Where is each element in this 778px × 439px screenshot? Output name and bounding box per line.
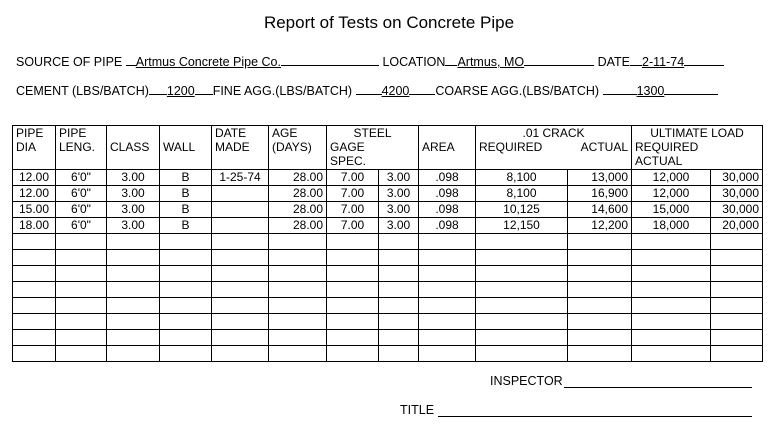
- col-area: AREA: [419, 126, 476, 170]
- col-crack: .01 CRACK REQUIRED ACTUAL: [476, 126, 632, 170]
- table-cell: [632, 282, 711, 298]
- cement-label: CEMENT (LBS/BATCH): [16, 84, 149, 98]
- table-cell: 15,000: [632, 202, 711, 218]
- table-cell: [711, 346, 763, 362]
- table-cell: [568, 234, 632, 250]
- table-cell: [476, 298, 568, 314]
- table-row: [13, 282, 763, 298]
- table-cell: [269, 298, 327, 314]
- table-cell: [327, 330, 379, 346]
- table-cell: [379, 314, 419, 330]
- table-cell: 12,150: [476, 218, 568, 234]
- source-value: Artmus Concrete Pipe Co.: [135, 55, 281, 69]
- coarse-label: COARSE AGG.(LBS/BATCH): [435, 84, 600, 98]
- table-cell: [419, 314, 476, 330]
- table-cell: [379, 298, 419, 314]
- table-cell: [419, 250, 476, 266]
- table-cell: [476, 282, 568, 298]
- table-cell: 3.00: [107, 202, 160, 218]
- table-cell: [269, 346, 327, 362]
- table-cell: [419, 266, 476, 282]
- table-cell: [160, 330, 212, 346]
- table-cell: 3.00: [107, 186, 160, 202]
- table-cell: [379, 234, 419, 250]
- inspector-field[interactable]: [564, 387, 752, 388]
- table-cell: [568, 250, 632, 266]
- table-cell: [327, 266, 379, 282]
- table-cell: [419, 234, 476, 250]
- table-cell: [568, 346, 632, 362]
- table-cell: 6'0": [56, 202, 107, 218]
- table-cell: [632, 234, 711, 250]
- table-cell: 10,125: [476, 202, 568, 218]
- table-cell: 30,000: [711, 170, 763, 186]
- location-label: LOCATION: [382, 55, 446, 69]
- fine-value: 4200: [381, 84, 410, 98]
- table-cell: [212, 186, 269, 202]
- table-cell: [379, 330, 419, 346]
- col-age: AGE (DAYS): [269, 126, 327, 170]
- table-cell: [160, 250, 212, 266]
- table-cell: .098: [419, 218, 476, 234]
- source-label: SOURCE OF PIPE: [16, 55, 123, 69]
- table-cell: [107, 330, 160, 346]
- table-cell: [160, 234, 212, 250]
- table-cell: B: [160, 170, 212, 186]
- table-row: [13, 202, 763, 218]
- table-cell: [568, 330, 632, 346]
- title-field[interactable]: [438, 416, 752, 417]
- table-cell: 8,100: [476, 186, 568, 202]
- table-cell: B: [160, 186, 212, 202]
- table-cell: [711, 282, 763, 298]
- table-cell: [107, 266, 160, 282]
- table-cell: 3.00: [107, 170, 160, 186]
- table-cell: [632, 266, 711, 282]
- table-cell: [419, 346, 476, 362]
- table-cell: [379, 266, 419, 282]
- table-cell: 6'0": [56, 170, 107, 186]
- cement-value: 1200: [166, 84, 195, 98]
- table-cell: .098: [419, 170, 476, 186]
- table-cell: [212, 330, 269, 346]
- table-cell: [632, 346, 711, 362]
- table-cell: [632, 330, 711, 346]
- table-cell: [107, 346, 160, 362]
- table-cell: [632, 298, 711, 314]
- table-cell: [379, 346, 419, 362]
- table-cell: 7.00: [327, 170, 379, 186]
- table-row: [13, 330, 763, 346]
- table-cell: 6'0": [56, 218, 107, 234]
- table-cell: 12.00: [13, 186, 56, 202]
- table-row: [13, 218, 763, 234]
- table-cell: [56, 250, 107, 266]
- table-cell: [160, 346, 212, 362]
- table-cell: 15.00: [13, 202, 56, 218]
- table-cell: .098: [419, 186, 476, 202]
- table-cell: [13, 346, 56, 362]
- table-row: [13, 266, 763, 282]
- source-line: [16, 54, 724, 69]
- table-cell: [56, 314, 107, 330]
- table-cell: 16,900: [568, 186, 632, 202]
- date-value: 2-11-74: [642, 55, 685, 69]
- table-cell: [13, 266, 56, 282]
- table-cell: [56, 330, 107, 346]
- table-row: [13, 170, 763, 186]
- table-cell: [56, 346, 107, 362]
- col-pipe-length: PIPE LENG.: [56, 126, 107, 170]
- table-cell: [269, 282, 327, 298]
- table-cell: [56, 266, 107, 282]
- col-steel: STEEL GAGE SPEC.: [327, 126, 419, 170]
- table-cell: 14,600: [568, 202, 632, 218]
- table-row: [13, 346, 763, 362]
- table-cell: [269, 314, 327, 330]
- table-row: [13, 298, 763, 314]
- inspector-label: INSPECTOR: [490, 374, 563, 388]
- table-cell: 8,100: [476, 170, 568, 186]
- table-cell: [56, 282, 107, 298]
- table-cell: 6'0": [56, 186, 107, 202]
- table-cell: 28.00: [269, 186, 327, 202]
- table-cell: [212, 346, 269, 362]
- col-class: CLASS: [107, 126, 160, 170]
- table-cell: [269, 250, 327, 266]
- col-date-made: DATE MADE: [212, 126, 269, 170]
- table-cell: [711, 314, 763, 330]
- table-cell: [568, 282, 632, 298]
- table-cell: [212, 234, 269, 250]
- table-cell: [160, 282, 212, 298]
- table-cell: .098: [419, 202, 476, 218]
- table-cell: [711, 234, 763, 250]
- col-pipe-dia: PIPE DIA: [13, 126, 56, 170]
- table-cell: 12,000: [632, 170, 711, 186]
- table-cell: [476, 330, 568, 346]
- table-cell: [107, 298, 160, 314]
- fine-label: FINE AGG.(LBS/BATCH): [212, 84, 353, 98]
- table-cell: [327, 282, 379, 298]
- table-cell: [327, 346, 379, 362]
- test-results-table: [12, 125, 763, 362]
- col-ultimate-load: ULTIMATE LOAD REQUIRED ACTUAL: [632, 126, 763, 170]
- table-cell: [212, 314, 269, 330]
- table-cell: 1-25-74: [212, 170, 269, 186]
- table-cell: 18,000: [632, 218, 711, 234]
- table-row: [13, 314, 763, 330]
- table-cell: [269, 330, 327, 346]
- batch-line: [16, 83, 718, 98]
- table-cell: 3.00: [379, 170, 419, 186]
- table-cell: 28.00: [269, 170, 327, 186]
- table-cell: 13,000: [568, 170, 632, 186]
- table-cell: [212, 266, 269, 282]
- report-title: Report of Tests on Concrete Pipe: [263, 13, 515, 32]
- table-cell: [160, 314, 212, 330]
- table-cell: [476, 346, 568, 362]
- table-row: [13, 250, 763, 266]
- table-cell: [568, 314, 632, 330]
- table-cell: [107, 282, 160, 298]
- table-cell: [327, 250, 379, 266]
- col-wall: WALL: [160, 126, 212, 170]
- table-cell: 20,000: [711, 218, 763, 234]
- table-cell: [160, 298, 212, 314]
- table-cell: B: [160, 202, 212, 218]
- table-row: [13, 234, 763, 250]
- table-cell: [379, 250, 419, 266]
- table-cell: [327, 234, 379, 250]
- table-cell: 3.00: [379, 218, 419, 234]
- table-cell: [212, 218, 269, 234]
- table-cell: [212, 298, 269, 314]
- table-cell: [632, 314, 711, 330]
- table-cell: [476, 314, 568, 330]
- table-cell: 28.00: [269, 202, 327, 218]
- table-cell: 7.00: [327, 186, 379, 202]
- table-row: [13, 186, 763, 202]
- table-cell: 12,200: [568, 218, 632, 234]
- table-cell: 3.00: [107, 218, 160, 234]
- table-cell: [13, 282, 56, 298]
- table-cell: 12.00: [13, 170, 56, 186]
- date-label: DATE: [597, 55, 631, 69]
- table-cell: [476, 266, 568, 282]
- table-cell: [568, 266, 632, 282]
- table-cell: [13, 250, 56, 266]
- table-cell: [269, 234, 327, 250]
- table-cell: [13, 298, 56, 314]
- table-cell: 7.00: [327, 218, 379, 234]
- table-cell: [160, 266, 212, 282]
- table-cell: [212, 250, 269, 266]
- location-value: Artmus, MO: [457, 55, 525, 69]
- table-cell: [107, 234, 160, 250]
- table-cell: 3.00: [379, 202, 419, 218]
- table-cell: [13, 234, 56, 250]
- table-cell: [56, 234, 107, 250]
- table-cell: [419, 330, 476, 346]
- table-cell: [711, 298, 763, 314]
- table-cell: [56, 298, 107, 314]
- table-cell: [107, 314, 160, 330]
- table-cell: [327, 298, 379, 314]
- table-cell: [711, 250, 763, 266]
- table-cell: [107, 250, 160, 266]
- table-cell: 7.00: [327, 202, 379, 218]
- table-cell: [632, 250, 711, 266]
- table-cell: [711, 330, 763, 346]
- table-cell: [379, 282, 419, 298]
- table-cell: 28.00: [269, 218, 327, 234]
- table-cell: 3.00: [379, 186, 419, 202]
- table-cell: [212, 282, 269, 298]
- table-cell: [327, 314, 379, 330]
- table-cell: [13, 314, 56, 330]
- table-cell: 30,000: [711, 186, 763, 202]
- table-cell: B: [160, 218, 212, 234]
- table-cell: [419, 298, 476, 314]
- table-cell: [476, 234, 568, 250]
- table-header-row: [13, 126, 763, 170]
- table-cell: 12,000: [632, 186, 711, 202]
- table-cell: [568, 298, 632, 314]
- table-cell: [711, 266, 763, 282]
- table-cell: [269, 266, 327, 282]
- table-cell: [212, 202, 269, 218]
- table-cell: 30,000: [711, 202, 763, 218]
- table-cell: 18.00: [13, 218, 56, 234]
- table-cell: [419, 282, 476, 298]
- table-cell: [476, 250, 568, 266]
- title-label: TITLE: [400, 403, 435, 417]
- table-cell: [13, 330, 56, 346]
- coarse-value: 1300: [636, 84, 665, 98]
